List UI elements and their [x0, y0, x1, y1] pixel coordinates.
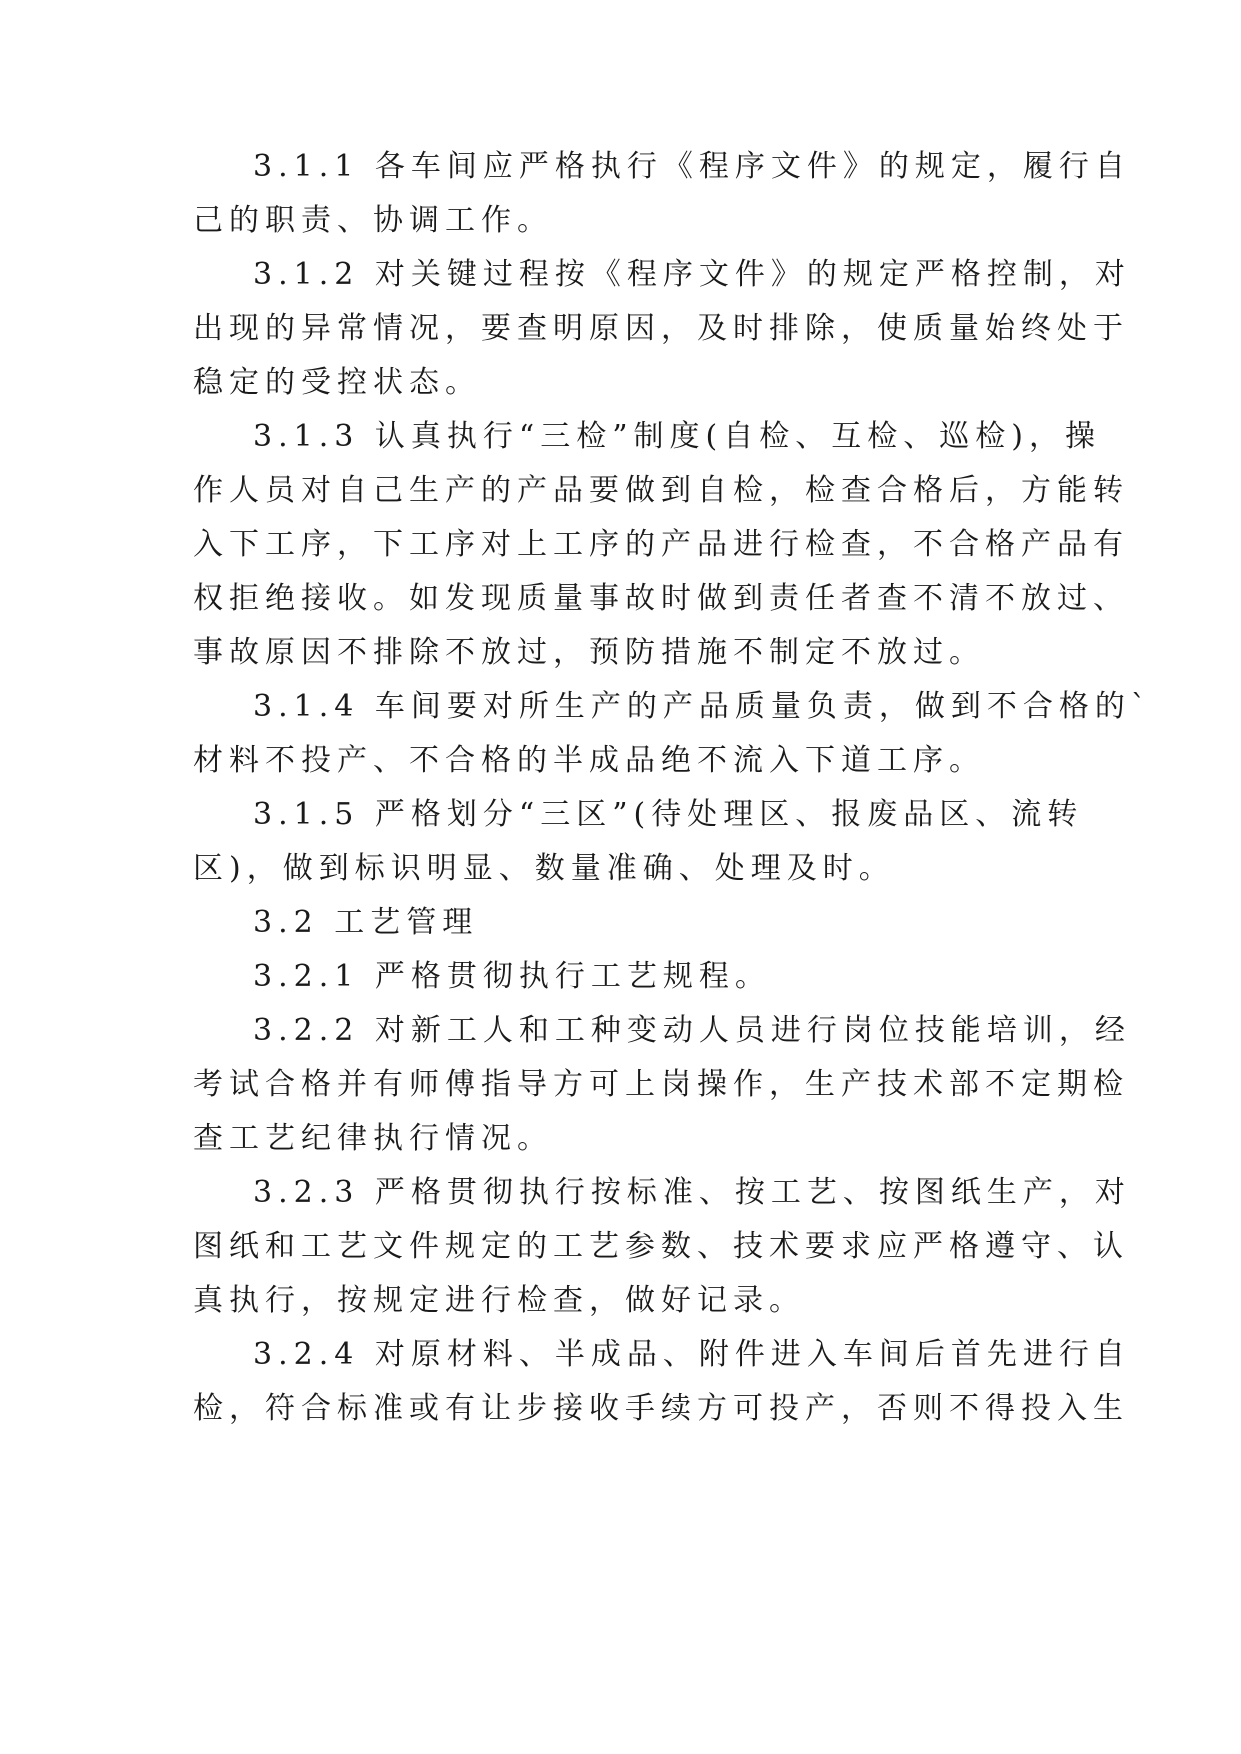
text-line: 出现的异常情况，要查明原因，及时排除，使质量始终处于: [193, 311, 1129, 346]
text-line: 材料不投产、不合格的半成品绝不流入下道工序。: [193, 743, 985, 778]
text-line: 3.1.2 对关键过程按《程序文件》的规定严格控制，对: [253, 257, 1131, 292]
text-line: 事故原因不排除不放过，预防措施不制定不放过。: [193, 635, 985, 670]
text-line: 3.2.2 对新工人和工种变动人员进行岗位技能培训，经: [253, 1013, 1131, 1048]
text-line: 图纸和工艺文件规定的工艺参数、技术要求应严格遵守、认: [193, 1229, 1129, 1264]
text-line: 3.2.3 严格贯彻执行按标准、按工艺、按图纸生产，对: [253, 1175, 1131, 1210]
text-line: 检，符合标准或有让步接收手续方可投产，否则不得投入生: [193, 1391, 1129, 1426]
text-line: 3.1.3 认真执行“三检”制度(自检、互检、巡检)，操: [253, 419, 1101, 454]
text-line: 稳定的受控状态。: [193, 365, 481, 400]
text-line: 3.2.4 对原材料、半成品、附件进入车间后首先进行自: [253, 1337, 1131, 1372]
text-line: 3.1.5 严格划分“三区”(待处理区、报废品区、流转: [253, 797, 1084, 832]
text-line: 己的职责、协调工作。: [193, 203, 553, 238]
text-line: 入下工序，下工序对上工序的产品进行检查，不合格产品有: [193, 527, 1129, 562]
text-line: 3.2.1 严格贯彻执行工艺规程。: [253, 959, 771, 994]
text-line: 查工艺纪律执行情况。: [193, 1121, 553, 1156]
text-line: 真执行，按规定进行检查，做好记录。: [193, 1283, 805, 1318]
text-line: 权拒绝接收。如发现质量事故时做到责任者查不清不放过、: [193, 581, 1129, 616]
text-line: 作人员对自己生产的产品要做到自检，检查合格后，方能转: [193, 473, 1129, 508]
section-heading: 3.2 工艺管理: [253, 905, 479, 940]
text-line: 区)，做到标识明显、数量准确、处理及时。: [193, 851, 895, 886]
text-line: 3.1.1 各车间应严格执行《程序文件》的规定，履行自: [253, 149, 1131, 184]
text-line: 考试合格并有师傅指导方可上岗操作，生产技术部不定期检: [193, 1067, 1129, 1102]
text-line: 3.1.4 车间要对所生产的产品质量负责，做到不合格的`: [253, 689, 1152, 724]
